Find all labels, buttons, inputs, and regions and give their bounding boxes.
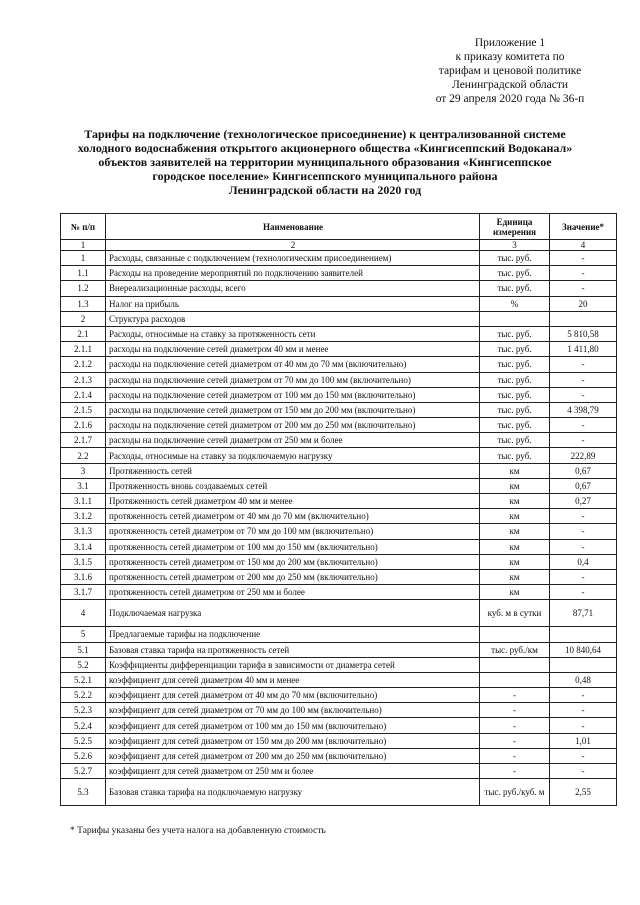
row-value-cell: -	[550, 585, 617, 600]
title-line: объектов заявителей на территории муниципального образования «Кингисеппское	[98, 155, 552, 169]
row-value-cell	[550, 627, 617, 642]
table-row	[61, 688, 617, 703]
row-value-cell: 4 398,79	[550, 402, 617, 417]
row-name-cell: Расходы, относимые на ставку за подключаемую нагрузку	[106, 448, 480, 463]
appendix-line: Ленинградской области	[451, 79, 569, 91]
row-name-cell: расходы на подключение сетей диаметром от 150 мм до 200 мм (включительно)	[106, 402, 480, 417]
row-unit-cell	[480, 657, 550, 672]
row-value-cell: 0,48	[550, 672, 617, 687]
row-value-cell: 5 810,58	[550, 326, 617, 341]
row-num-cell: 2.1.6	[61, 418, 106, 433]
row-name-cell: расходы на подключение сетей диаметром от 250 мм и более	[106, 433, 480, 448]
table-row	[61, 433, 617, 448]
row-value-cell: -	[550, 703, 617, 718]
table-row	[61, 478, 617, 493]
table-row	[61, 672, 617, 687]
row-name-cell: Предлагаемые тарифы на подключение	[106, 627, 480, 642]
document-title	[60, 127, 590, 197]
appendix-block	[400, 36, 620, 106]
row-name-cell: протяженность сетей диаметром от 100 мм до 150 мм (включительно)	[106, 539, 480, 554]
table-row	[61, 326, 617, 341]
table-row	[61, 342, 617, 357]
row-num-cell: 5.2.3	[61, 703, 106, 718]
row-num-cell: 5.3	[61, 779, 106, 806]
appendix-line: от 29 апреля 2020 года № 36-п	[435, 93, 585, 105]
row-name-cell: расходы на подключение сетей диаметром 40 мм и менее	[106, 342, 480, 357]
row-unit-cell: -	[480, 733, 550, 748]
row-unit-cell: %	[480, 296, 550, 311]
row-value-cell: -	[550, 281, 617, 296]
row-unit-cell: -	[480, 748, 550, 763]
row-unit-cell: км	[480, 509, 550, 524]
row-unit-cell	[480, 627, 550, 642]
index-cell: 2	[106, 240, 480, 251]
row-num-cell: 5.2	[61, 657, 106, 672]
appendix-line: тарифам и ценовой политике	[438, 65, 582, 77]
table-row	[61, 266, 617, 281]
row-value-cell: 0,67	[550, 478, 617, 493]
row-unit-cell: тыс. руб.	[480, 326, 550, 341]
row-num-cell: 5.2.2	[61, 688, 106, 703]
row-value-cell: -	[550, 718, 617, 733]
row-name-cell: коэффициент для сетей диаметром от 200 мм до 250 мм (включительно)	[106, 748, 480, 763]
row-name-cell: Протяженность вновь создаваемых сетей	[106, 478, 480, 493]
table-row	[61, 463, 617, 478]
row-unit-cell: тыс. руб.	[480, 357, 550, 372]
row-value-cell: 222,89	[550, 448, 617, 463]
row-num-cell: 3.1.6	[61, 569, 106, 584]
header-value: Значение*	[550, 214, 617, 240]
row-num-cell: 3.1	[61, 478, 106, 493]
row-unit-cell: -	[480, 718, 550, 733]
table-row	[61, 539, 617, 554]
footnote: * Тарифы указаны без учета налога на добавленную стоимость	[70, 826, 326, 836]
table-row	[61, 703, 617, 718]
table-row	[61, 764, 617, 779]
table-row	[61, 418, 617, 433]
appendix-line: к приказу комитета по	[455, 51, 565, 63]
row-value-cell: 0,27	[550, 494, 617, 509]
row-num-cell: 5.1	[61, 642, 106, 657]
row-unit-cell: км	[480, 494, 550, 509]
table-row	[61, 779, 617, 806]
row-unit-cell	[480, 672, 550, 687]
row-value-cell: -	[550, 569, 617, 584]
table-row	[61, 311, 617, 326]
row-name-cell: протяженность сетей диаметром от 70 мм до 100 мм (включительно)	[106, 524, 480, 539]
table-row	[61, 627, 617, 642]
table-row	[61, 357, 617, 372]
row-name-cell: Расходы, связанные с подключением (технологическим присоединением)	[106, 251, 480, 266]
row-unit-cell: -	[480, 688, 550, 703]
row-num-cell: 5.2.1	[61, 672, 106, 687]
row-num-cell: 5.2.5	[61, 733, 106, 748]
row-unit-cell: км	[480, 569, 550, 584]
tariffs-table	[60, 213, 617, 806]
table-row	[61, 251, 617, 266]
row-num-cell: 3.1.3	[61, 524, 106, 539]
row-name-cell: протяженность сетей диаметром от 250 мм и более	[106, 585, 480, 600]
row-num-cell: 3.1.2	[61, 509, 106, 524]
row-num-cell: 5.2.4	[61, 718, 106, 733]
table-row	[61, 372, 617, 387]
index-cell: 3	[480, 240, 550, 251]
row-unit-cell: км	[480, 539, 550, 554]
table-row	[61, 281, 617, 296]
row-unit-cell: км	[480, 478, 550, 493]
row-num-cell: 1.3	[61, 296, 106, 311]
table-row	[61, 296, 617, 311]
row-name-cell: коэффициент для сетей диаметром от 150 мм до 200 мм (включительно)	[106, 733, 480, 748]
row-num-cell: 1.2	[61, 281, 106, 296]
row-name-cell: Расходы на проведение мероприятий по подключению заявителей	[106, 266, 480, 281]
row-unit-cell: тыс. руб.	[480, 251, 550, 266]
row-unit-cell: км	[480, 585, 550, 600]
table-row	[61, 494, 617, 509]
row-name-cell: Расходы, относимые на ставку за протяженность сети	[106, 326, 480, 341]
row-value-cell: -	[550, 688, 617, 703]
table-row	[61, 585, 617, 600]
table-row	[61, 733, 617, 748]
table-row	[61, 402, 617, 417]
row-num-cell: 2.1.7	[61, 433, 106, 448]
row-unit-cell: тыс. руб./куб. м	[480, 779, 550, 806]
row-unit-cell	[480, 311, 550, 326]
row-name-cell: протяженность сетей диаметром от 150 мм до 200 мм (включительно)	[106, 554, 480, 569]
row-name-cell: расходы на подключение сетей диаметром от 40 мм до 70 мм (включительно)	[106, 357, 480, 372]
row-name-cell: Налог на прибыль	[106, 296, 480, 311]
row-unit-cell: тыс. руб.	[480, 448, 550, 463]
row-value-cell: -	[550, 764, 617, 779]
row-value-cell: -	[550, 251, 617, 266]
index-cell: 1	[61, 240, 106, 251]
row-unit-cell: тыс. руб./км	[480, 642, 550, 657]
row-num-cell: 5	[61, 627, 106, 642]
header-row	[61, 214, 617, 240]
row-value-cell: -	[550, 372, 617, 387]
row-unit-cell: -	[480, 703, 550, 718]
table-row	[61, 718, 617, 733]
row-value-cell: -	[550, 539, 617, 554]
row-name-cell: коэффициент для сетей диаметром от 40 мм до 70 мм (включительно)	[106, 688, 480, 703]
row-name-cell: протяженность сетей диаметром от 200 мм до 250 мм (включительно)	[106, 569, 480, 584]
row-name-cell: протяженность сетей диаметром от 40 мм до 70 мм (включительно)	[106, 509, 480, 524]
row-name-cell: Коэффициенты дифференциации тарифа в зависимости от диаметра сетей	[106, 657, 480, 672]
row-value-cell: 1 411,80	[550, 342, 617, 357]
index-row	[61, 240, 617, 251]
row-value-cell: -	[550, 524, 617, 539]
row-name-cell: коэффициент для сетей диаметром 40 мм и менее	[106, 672, 480, 687]
row-unit-cell: куб. м в сутки	[480, 600, 550, 627]
table-row	[61, 569, 617, 584]
row-value-cell: -	[550, 266, 617, 281]
row-num-cell: 3	[61, 463, 106, 478]
row-unit-cell: -	[480, 764, 550, 779]
header-name: Наименование	[106, 214, 480, 240]
table-row	[61, 748, 617, 763]
row-value-cell: -	[550, 357, 617, 372]
index-cell: 4	[550, 240, 617, 251]
row-value-cell: -	[550, 748, 617, 763]
row-name-cell: коэффициент для сетей диаметром от 250 мм и более	[106, 764, 480, 779]
row-unit-cell: км	[480, 463, 550, 478]
row-num-cell: 2.1.5	[61, 402, 106, 417]
row-value-cell	[550, 311, 617, 326]
header-unit: Единица измерения	[480, 214, 550, 240]
row-name-cell: Базовая ставка тарифа на протяженность сетей	[106, 642, 480, 657]
row-name-cell: Подключаемая нагрузка	[106, 600, 480, 627]
table-row	[61, 524, 617, 539]
title-line: городское поселение» Кингисеппского муниципального района	[152, 169, 498, 183]
row-value-cell: -	[550, 418, 617, 433]
row-num-cell: 2.2	[61, 448, 106, 463]
row-unit-cell: км	[480, 554, 550, 569]
row-value-cell: 1,01	[550, 733, 617, 748]
header-num: № п/п	[61, 214, 106, 240]
row-unit-cell: тыс. руб.	[480, 266, 550, 281]
row-name-cell: Протяженность сетей	[106, 463, 480, 478]
row-name-cell: расходы на подключение сетей диаметром от 100 мм до 150 мм (включительно)	[106, 387, 480, 402]
row-value-cell: 2,55	[550, 779, 617, 806]
title-line: Тарифы на подключение (технологическое присоединение) к централизованной системе	[84, 127, 566, 141]
row-name-cell: Протяженность сетей диаметром 40 мм и менее	[106, 494, 480, 509]
row-unit-cell: тыс. руб.	[480, 387, 550, 402]
row-num-cell: 5.2.6	[61, 748, 106, 763]
table-row	[61, 448, 617, 463]
row-num-cell: 3.1.7	[61, 585, 106, 600]
row-unit-cell: тыс. руб.	[480, 281, 550, 296]
row-num-cell: 1.1	[61, 266, 106, 281]
table-row	[61, 387, 617, 402]
row-value-cell: 0,67	[550, 463, 617, 478]
row-num-cell: 1	[61, 251, 106, 266]
row-name-cell: коэффициент для сетей диаметром от 100 мм до 150 мм (включительно)	[106, 718, 480, 733]
row-num-cell: 3.1.1	[61, 494, 106, 509]
row-unit-cell: тыс. руб.	[480, 372, 550, 387]
row-value-cell: -	[550, 433, 617, 448]
row-num-cell: 3.1.4	[61, 539, 106, 554]
row-name-cell: коэффициент для сетей диаметром от 70 мм до 100 мм (включительно)	[106, 703, 480, 718]
row-num-cell: 2.1.2	[61, 357, 106, 372]
row-unit-cell: км	[480, 524, 550, 539]
row-name-cell: Структура расходов	[106, 311, 480, 326]
table-row	[61, 642, 617, 657]
row-num-cell: 3.1.5	[61, 554, 106, 569]
row-value-cell: 20	[550, 296, 617, 311]
row-unit-cell: тыс. руб.	[480, 433, 550, 448]
row-value-cell: 0,4	[550, 554, 617, 569]
title-line: холодного водоснабжения открытого акционерного общества «Кингисеппский Водоканал»	[77, 141, 573, 155]
table-row	[61, 554, 617, 569]
title-line: Ленинградской области на 2020 год	[228, 183, 422, 197]
table-row	[61, 657, 617, 672]
row-name-cell: расходы на подключение сетей диаметром от 200 мм до 250 мм (включительно)	[106, 418, 480, 433]
row-name-cell: расходы на подключение сетей диаметром от 70 мм до 100 мм (включительно)	[106, 372, 480, 387]
row-num-cell: 2.1.4	[61, 387, 106, 402]
row-value-cell: -	[550, 509, 617, 524]
table-body	[61, 251, 617, 806]
row-name-cell: Базовая ставка тарифа на подключаемую нагрузку	[106, 779, 480, 806]
row-num-cell: 2	[61, 311, 106, 326]
row-name-cell: Внереализационные расходы, всего	[106, 281, 480, 296]
appendix-line: Приложение 1	[474, 37, 546, 49]
row-num-cell: 4	[61, 600, 106, 627]
row-value-cell: 10 840,64	[550, 642, 617, 657]
row-value-cell: -	[550, 387, 617, 402]
row-value-cell: 87,71	[550, 600, 617, 627]
row-unit-cell: тыс. руб.	[480, 402, 550, 417]
row-unit-cell: тыс. руб.	[480, 342, 550, 357]
row-num-cell: 2.1	[61, 326, 106, 341]
row-unit-cell: тыс. руб.	[480, 418, 550, 433]
row-num-cell: 5.2.7	[61, 764, 106, 779]
table-row	[61, 509, 617, 524]
row-num-cell: 2.1.3	[61, 372, 106, 387]
row-value-cell	[550, 657, 617, 672]
row-num-cell: 2.1.1	[61, 342, 106, 357]
table-row	[61, 600, 617, 627]
